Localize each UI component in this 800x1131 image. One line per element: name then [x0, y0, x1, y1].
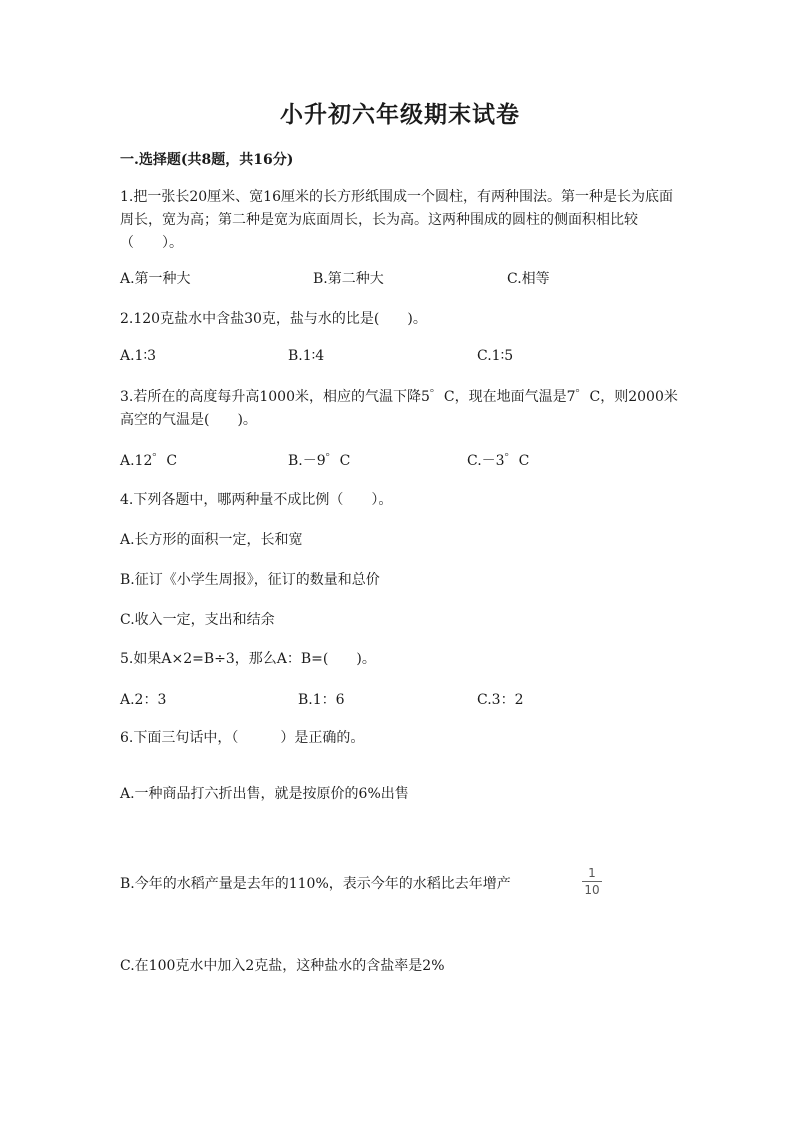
question-4-option-b: B.征订《小学生周报》，征订的数量和总价	[120, 572, 380, 588]
question-3-option-c: C.－3゜C	[467, 453, 530, 469]
question-1-option-b: B.第二种大	[313, 271, 384, 287]
question-2-option-a: A.1∶3	[120, 348, 157, 364]
question-1-option-a: A.第一种大	[120, 271, 191, 287]
question-2-text: 2.120克盐水中含盐30克，盐与水的比是( )。	[120, 311, 427, 327]
question-4-text: 4.下列各题中，哪两种量不成比例（ ）。	[120, 492, 393, 508]
page-title: 小升初六年级期末试卷	[280, 101, 520, 128]
question-3-option-b: B.－9゜C	[288, 453, 351, 469]
fraction-denominator: 10	[584, 883, 600, 897]
question-6-option-c: C.在100克水中加入2克盐，这种盐水的含盐率是2%	[120, 958, 445, 974]
question-1-text: 1.把一张长20厘米、宽16厘米的长方形纸围成一个圆柱，有两种围法。第一种是长为底面周长，宽为高；第二种是宽为底面周长，长为高。这两种围成的圆柱的侧面积相比较（ ）。	[120, 189, 673, 251]
question-2-option-b: B.1∶4	[288, 348, 325, 364]
question-5-option-c: C.3：2	[477, 692, 524, 708]
question-4-option-c: C.收入一定，支出和结余	[120, 612, 275, 628]
question-6-option-a: A.一种商品打六折出售，就是按原价的6%出售	[120, 786, 409, 802]
question-5-option-b: B.1：6	[298, 692, 345, 708]
question-6-option-b: B.今年的水稻产量是去年的110%，表示今年的水稻比去年增产	[120, 876, 511, 892]
section-heading: 一.选择题(共8题，共16分)	[120, 152, 294, 168]
question-1-option-c: C.相等	[507, 271, 550, 287]
question-5-text: 5.如果A×2=B÷3，那么A：B=( )。	[120, 651, 376, 667]
question-5-option-a: A.2：3	[120, 692, 167, 708]
question-3-text: 3.若所在的高度每升高1000米，相应的气温下降5゜C，现在地面气温是7゜C，则2000米高空的气温是( )。	[120, 389, 678, 428]
question-6-text: 6.下面三句话中，（ ）是正确的。	[120, 730, 365, 746]
fraction-numerator: 1	[588, 866, 596, 880]
fraction-one-tenth	[582, 866, 602, 897]
question-4-option-a: A.长方形的面积一定，长和宽	[120, 532, 303, 548]
question-2-option-c: C.1∶5	[477, 348, 514, 364]
question-3-option-a: A.12゜C	[120, 453, 178, 469]
